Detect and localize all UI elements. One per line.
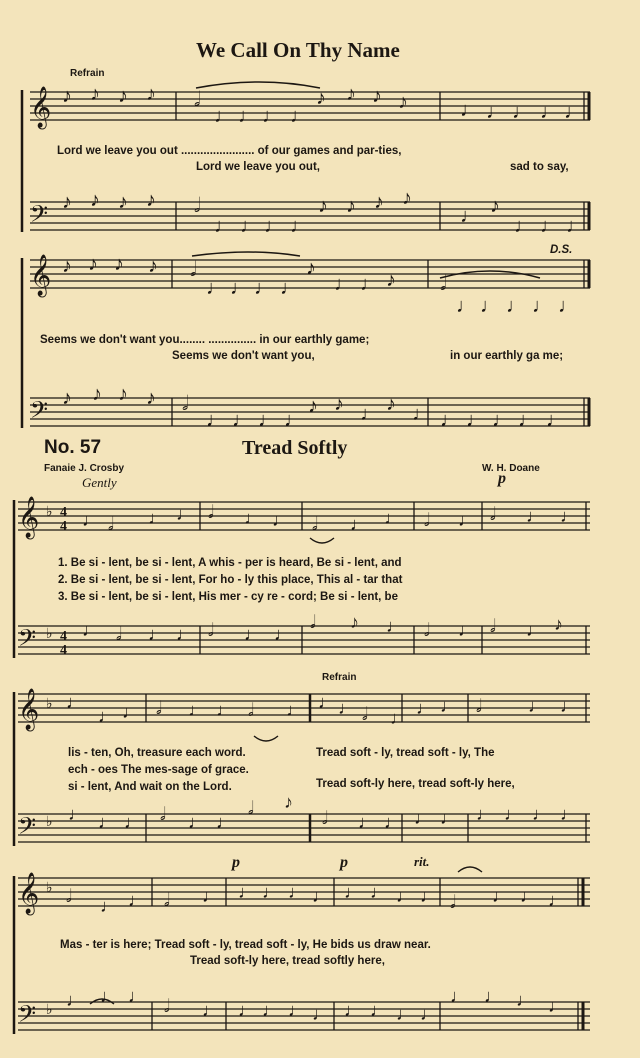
svg-text:♪: ♪ [114, 253, 124, 275]
svg-text:𝅗𝅥: 𝅗𝅥 [164, 996, 170, 1016]
composer: W. H. Doane [482, 463, 540, 474]
svg-text:♩: ♩ [344, 1000, 362, 1020]
svg-text:4: 4 [60, 505, 67, 520]
svg-text:♩: ♩ [232, 409, 252, 431]
refrain-label: Refrain [70, 68, 105, 79]
dynamic-marking: p [232, 854, 240, 871]
svg-text:♩: ♩ [216, 812, 234, 832]
svg-text:♩: ♩ [82, 510, 100, 530]
svg-text:♩: ♩ [344, 882, 362, 902]
lyric-line: in our earthly ga me; [450, 350, 564, 362]
svg-text:♩: ♩ [98, 812, 116, 832]
svg-text:♭: ♭ [46, 881, 53, 896]
svg-text:♪: ♪ [402, 187, 412, 209]
lyric-line: Seems we don't want you, [172, 350, 315, 362]
svg-text:♩: ♩ [360, 403, 380, 425]
music-system [0, 672, 640, 858]
svg-text:♩: ♩ [420, 886, 438, 906]
svg-text:𝅗𝅥: 𝅗𝅥 [208, 620, 214, 640]
svg-text:♪: ♪ [118, 191, 128, 213]
svg-text:♩: ♩ [384, 508, 402, 528]
svg-text:♩: ♩ [240, 215, 260, 237]
svg-text:♩: ♩ [386, 616, 404, 636]
svg-text:♩: ♩ [414, 808, 432, 828]
lyric-line: Mas - ter is here; Tread soft - ly, tread soft - ly, He bids us draw near. [60, 939, 431, 951]
lyric-line: lis - ten, Oh, treasure each word. [68, 747, 246, 759]
svg-text:♩: ♩ [244, 624, 262, 644]
svg-text:♩: ♩ [238, 882, 256, 902]
svg-text:4: 4 [60, 643, 67, 658]
svg-text:♩: ♩ [360, 273, 380, 295]
svg-text:𝅗𝅥: 𝅗𝅥 [312, 514, 318, 534]
svg-text:♪: ♪ [62, 387, 72, 409]
svg-text:♩: ♩ [124, 812, 142, 832]
svg-text:♩: ♩ [532, 804, 550, 824]
svg-text:𝄞: 𝄞 [30, 87, 52, 127]
svg-text:♩: ♩ [458, 620, 476, 640]
svg-text:♩: ♩ [254, 277, 274, 299]
svg-text:♪: ♪ [386, 269, 396, 291]
svg-text:♪: ♪ [146, 387, 156, 409]
svg-text:♩: ♩ [370, 1000, 388, 1020]
svg-text:♪: ♪ [374, 191, 384, 213]
svg-text:♭: ♭ [46, 815, 53, 830]
svg-text:♩: ♩ [290, 105, 310, 127]
svg-text:♭: ♭ [46, 627, 53, 642]
svg-text:♭: ♭ [46, 505, 53, 520]
svg-text:♪: ♪ [62, 85, 72, 107]
lyric-line: Tread soft-ly here, tread softly here, [190, 955, 385, 967]
svg-text:♩: ♩ [312, 886, 330, 906]
music-system [0, 250, 640, 440]
svg-text:𝅗𝅥: 𝅗𝅥 [160, 804, 166, 824]
svg-text:♩: ♩ [548, 890, 566, 910]
svg-text:♩: ♩ [176, 624, 194, 644]
svg-text:♪: ♪ [118, 383, 128, 405]
svg-text:♩: ♩ [492, 409, 512, 431]
svg-text:𝅗𝅥: 𝅗𝅥 [362, 704, 368, 724]
svg-text:♩: ♩ [460, 99, 480, 121]
svg-text:♪: ♪ [350, 612, 359, 632]
svg-text:♩: ♩ [440, 808, 458, 828]
svg-text:♪: ♪ [62, 191, 72, 213]
svg-text:𝅗𝅥: 𝅗𝅥 [248, 700, 254, 720]
svg-text:♩: ♩ [450, 986, 468, 1006]
svg-text:♩: ♩ [558, 295, 578, 317]
svg-text:♩: ♩ [128, 986, 146, 1006]
svg-text:♭: ♭ [46, 697, 53, 712]
dynamic-marking: p [498, 470, 506, 487]
svg-text:𝅗𝅥: 𝅗𝅥 [156, 698, 162, 718]
svg-text:♩: ♩ [466, 409, 486, 431]
lyric-line: 2. Be si - lent, be si - lent, For ho - ly this place, This al - tar that [58, 574, 403, 586]
svg-text:𝅗𝅥: 𝅗𝅥 [440, 273, 447, 295]
svg-text:♪: ♪ [306, 257, 316, 279]
lyricist: Fanaie J. Crosby [44, 463, 125, 474]
lyric-line: 1. Be si - lent, be si - lent, A whis - per is heard, Be si - lent, and [58, 557, 402, 569]
svg-text:♩: ♩ [82, 620, 100, 640]
lyric-line: sad to say, [510, 161, 569, 173]
dynamic-marking: p [340, 854, 348, 871]
svg-text:𝄞: 𝄞 [18, 689, 40, 729]
svg-text:♩: ♩ [548, 996, 566, 1016]
svg-text:♩: ♩ [148, 624, 166, 644]
lyric-line: ech - oes The mes-sage of grace. [68, 764, 249, 776]
svg-text:𝅗𝅥: 𝅗𝅥 [190, 259, 197, 281]
svg-text:♪: ♪ [90, 83, 100, 105]
svg-text:♩: ♩ [66, 990, 84, 1010]
svg-text:♩: ♩ [206, 277, 226, 299]
svg-text:♩: ♩ [526, 620, 544, 640]
svg-text:𝅗𝅥: 𝅗𝅥 [424, 510, 430, 530]
svg-text:♩: ♩ [238, 105, 258, 127]
svg-text:♪: ♪ [386, 393, 396, 415]
svg-text:♩: ♩ [68, 804, 86, 824]
svg-text:♩: ♩ [288, 1000, 306, 1020]
svg-text:♩: ♩ [460, 205, 480, 227]
svg-text:♩: ♩ [100, 896, 118, 916]
hymn-title: Tread Softly [242, 437, 348, 459]
lyric-line: Tread soft-ly here, tread soft-ly here, [316, 778, 515, 790]
svg-text:𝄞: 𝄞 [18, 873, 40, 913]
svg-text:𝅗𝅥: 𝅗𝅥 [194, 195, 201, 217]
svg-text:♩: ♩ [284, 409, 304, 431]
svg-text:♩: ♩ [334, 273, 354, 295]
svg-text:♩: ♩ [122, 702, 140, 722]
svg-text:♩: ♩ [560, 804, 578, 824]
svg-text:♪: ♪ [92, 383, 102, 405]
svg-text:𝅗𝅥: 𝅗𝅥 [322, 808, 328, 828]
svg-text:♩: ♩ [318, 692, 336, 712]
svg-text:♩: ♩ [546, 409, 566, 431]
svg-text:𝄢: 𝄢 [18, 814, 37, 845]
svg-text:♩: ♩ [262, 1000, 280, 1020]
svg-text:♩: ♩ [564, 101, 584, 123]
svg-text:♩: ♩ [358, 812, 376, 832]
svg-text:♪: ♪ [146, 189, 156, 211]
svg-text:♩: ♩ [396, 1004, 414, 1024]
svg-text:♩: ♩ [506, 295, 526, 317]
svg-text:♪: ♪ [88, 253, 98, 275]
svg-text:♩: ♩ [520, 886, 538, 906]
svg-text:♪: ♪ [372, 85, 382, 107]
svg-text:♩: ♩ [66, 692, 84, 712]
svg-text:♩: ♩ [560, 696, 578, 716]
svg-text:♩: ♩ [484, 986, 502, 1006]
svg-text:♩: ♩ [440, 409, 460, 431]
svg-text:♩: ♩ [100, 986, 118, 1006]
svg-text:♩: ♩ [238, 1000, 256, 1020]
svg-text:♩: ♩ [492, 886, 510, 906]
svg-text:♩: ♩ [214, 105, 234, 127]
svg-text:♩: ♩ [350, 514, 368, 534]
svg-text:♩: ♩ [206, 409, 226, 431]
svg-text:♩: ♩ [264, 215, 284, 237]
svg-text:♩: ♩ [526, 506, 544, 526]
tempo-marking: Gently [82, 475, 117, 490]
hymn-title: We Call On Thy Name [196, 38, 400, 62]
svg-text:♩: ♩ [258, 409, 278, 431]
svg-text:♪: ♪ [146, 83, 156, 105]
svg-text:𝄢: 𝄢 [18, 1002, 37, 1033]
svg-text:♩: ♩ [528, 696, 546, 716]
svg-text:♩: ♩ [272, 510, 290, 530]
svg-text:♩: ♩ [290, 215, 310, 237]
svg-text:♪: ♪ [346, 195, 356, 217]
svg-text:♩: ♩ [280, 277, 300, 299]
svg-text:𝅗𝅥: 𝅗𝅥 [310, 612, 316, 632]
svg-text:♪: ♪ [308, 395, 318, 417]
svg-text:♩: ♩ [416, 698, 434, 718]
svg-text:♪: ♪ [90, 189, 100, 211]
svg-text:𝅗𝅥: 𝅗𝅥 [490, 616, 496, 636]
svg-text:♩: ♩ [476, 804, 494, 824]
svg-text:4: 4 [60, 629, 67, 644]
svg-text:𝄢: 𝄢 [18, 626, 37, 657]
lyric-line: si - lent, And wait on the Lord. [68, 781, 232, 793]
svg-text:♩: ♩ [244, 508, 262, 528]
svg-text:♩: ♩ [384, 812, 402, 832]
ds-mark: D.S. [550, 244, 573, 256]
svg-text:♩: ♩ [540, 101, 560, 123]
svg-text:𝅗𝅥: 𝅗𝅥 [66, 886, 72, 906]
hymn-number: No. 57 [44, 437, 102, 458]
svg-text:♩: ♩ [202, 886, 220, 906]
svg-text:♩: ♩ [458, 510, 476, 530]
svg-text:♩: ♩ [202, 1000, 220, 1020]
svg-text:♩: ♩ [214, 215, 234, 237]
svg-text:♩: ♩ [518, 409, 538, 431]
svg-text:♩: ♩ [128, 890, 146, 910]
svg-text:♪: ♪ [346, 83, 356, 105]
music-system [0, 62, 640, 256]
svg-text:4: 4 [60, 519, 67, 534]
svg-text:𝅗𝅥: 𝅗𝅥 [450, 892, 456, 912]
svg-text:♩: ♩ [188, 812, 206, 832]
svg-text:♩: ♩ [532, 295, 552, 317]
svg-text:♩: ♩ [370, 882, 388, 902]
svg-text:♩: ♩ [338, 698, 356, 718]
svg-text:𝅗𝅥: 𝅗𝅥 [424, 620, 430, 640]
lyric-line: Tread soft - ly, tread soft - ly, The [316, 747, 495, 759]
svg-text:𝅗𝅥: 𝅗𝅥 [490, 504, 496, 524]
svg-text:♪: ♪ [334, 393, 344, 415]
lyric-line: Lord we leave you out ....................... of our games and par-ties, [57, 145, 402, 157]
svg-text:♩: ♩ [288, 882, 306, 902]
svg-text:♩: ♩ [390, 708, 408, 728]
svg-text:♪: ♪ [318, 195, 328, 217]
svg-text:♩: ♩ [512, 101, 532, 123]
dynamic-marking: rit. [414, 854, 430, 869]
svg-text:𝄞: 𝄞 [18, 497, 40, 537]
svg-text:𝄢: 𝄢 [30, 398, 49, 429]
lyric-line: Lord we leave you out, [196, 161, 320, 173]
svg-text:𝅗𝅥: 𝅗𝅥 [116, 624, 122, 644]
svg-text:♩: ♩ [148, 508, 166, 528]
svg-text:♪: ♪ [554, 614, 563, 634]
lyric-line: Seems we don't want you........ ............... in our earthly game; [40, 334, 370, 346]
svg-text:♩: ♩ [176, 504, 194, 524]
svg-text:♩: ♩ [514, 215, 534, 237]
svg-text:♩: ♩ [480, 295, 500, 317]
svg-text:♩: ♩ [312, 1004, 330, 1024]
svg-text:♩: ♩ [274, 624, 292, 644]
svg-text:♩: ♩ [540, 215, 560, 237]
svg-text:♩: ♩ [262, 882, 280, 902]
svg-text:♩: ♩ [216, 700, 234, 720]
svg-text:♭: ♭ [46, 1003, 53, 1018]
svg-text:♪: ♪ [490, 195, 500, 217]
svg-text:♩: ♩ [504, 804, 522, 824]
svg-text:♩: ♩ [396, 886, 414, 906]
svg-text:♩: ♩ [456, 295, 476, 317]
music-system [0, 854, 640, 1052]
svg-text:♩: ♩ [420, 1004, 438, 1024]
svg-text:𝅗𝅥: 𝅗𝅥 [182, 393, 189, 415]
svg-text:♪: ♪ [62, 255, 72, 277]
svg-text:𝅗𝅥: 𝅗𝅥 [208, 502, 214, 522]
svg-text:♪: ♪ [284, 792, 293, 812]
svg-text:♩: ♩ [262, 105, 282, 127]
svg-text:𝅗𝅥: 𝅗𝅥 [194, 89, 201, 111]
svg-text:𝅗𝅥: 𝅗𝅥 [108, 514, 114, 534]
refrain-label: Refrain [322, 672, 357, 683]
svg-text:𝄢: 𝄢 [30, 202, 49, 233]
svg-text:♩: ♩ [560, 506, 578, 526]
svg-text:♩: ♩ [486, 101, 506, 123]
svg-text:♩: ♩ [566, 215, 586, 237]
lyric-line: 3. Be si - lent, be si - lent, His mer - cy re - cord; Be si - lent, be [58, 591, 398, 603]
svg-text:♩: ♩ [440, 696, 458, 716]
svg-text:♪: ♪ [316, 87, 326, 109]
svg-text:♩: ♩ [412, 403, 432, 425]
svg-text:♩: ♩ [516, 990, 534, 1010]
svg-text:♪: ♪ [118, 85, 128, 107]
svg-text:𝅗𝅥: 𝅗𝅥 [164, 890, 170, 910]
svg-text:♩: ♩ [286, 700, 304, 720]
music-system [0, 490, 640, 670]
svg-text:♪: ♪ [398, 91, 408, 113]
svg-text:𝅗𝅥: 𝅗𝅥 [248, 798, 254, 818]
svg-text:♩: ♩ [230, 277, 250, 299]
svg-text:𝅗𝅥: 𝅗𝅥 [476, 696, 482, 716]
svg-text:♩: ♩ [98, 706, 116, 726]
svg-text:𝄞: 𝄞 [30, 255, 52, 295]
svg-text:♪: ♪ [148, 255, 158, 277]
svg-text:♩: ♩ [188, 700, 206, 720]
